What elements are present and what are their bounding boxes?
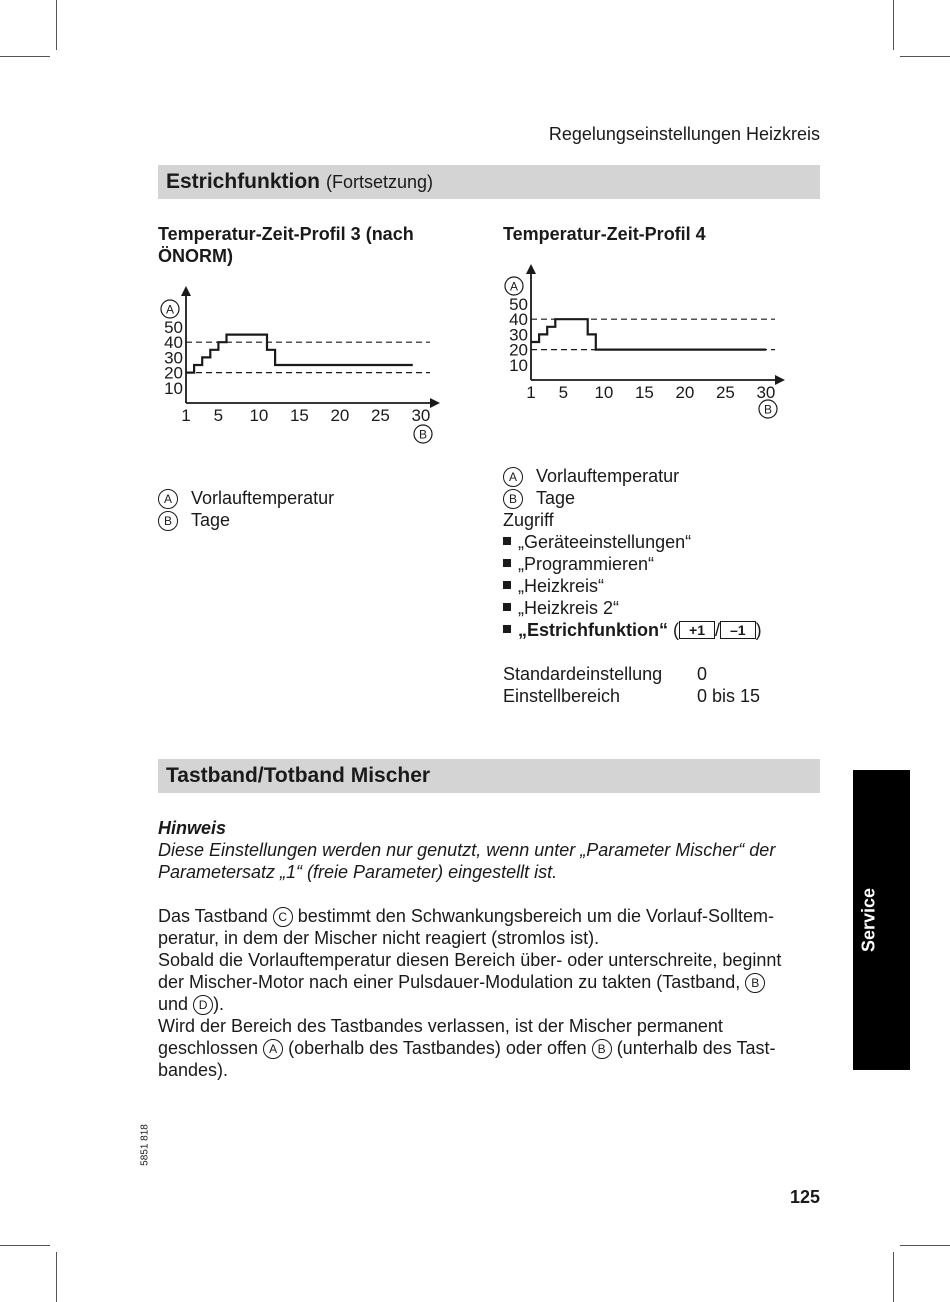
profile3-title-line1: Temperatur-Zeit-Profil 3 (nach (158, 224, 414, 244)
range-label: Einstellbereich (503, 686, 621, 706)
x-axis-arrow (430, 398, 440, 408)
symbol-a: A (503, 467, 523, 487)
paren-open: ( (673, 620, 680, 640)
access-item (503, 597, 619, 619)
y-tick-label: 20 (164, 363, 183, 383)
y-tick-label: 30 (509, 325, 528, 345)
paren-close: ) (755, 620, 762, 640)
crop-mark (893, 1252, 894, 1302)
y-axis-arrow (526, 264, 536, 274)
access-item-label: „Programmieren“ (518, 554, 655, 574)
section-header-tastband (158, 759, 820, 793)
crop-mark (56, 0, 57, 50)
x-tick-label: 1 (181, 406, 191, 425)
chart-profile4 (495, 262, 795, 422)
x-tick-label: 30 (756, 383, 776, 402)
body-line: Wird der Bereich des Tastbandes verlassen, ist der Mischer permanent (158, 1016, 723, 1036)
body-line: peratur, in dem der Mischer nicht reagiert (stromlos ist). (158, 928, 600, 948)
y-tick-label: 10 (509, 355, 528, 375)
body-line: geschlossen A (oberhalb des Tastbandes) oder offen B (unterhalb des Tast- (158, 1038, 776, 1058)
section-subtitle: (Fortsetzung) (326, 171, 434, 192)
y-axis-symbol: A (509, 279, 519, 294)
crop-mark (900, 56, 950, 57)
y-tick-label: 50 (509, 295, 528, 314)
symbol-a: A (263, 1039, 283, 1059)
legend-b-label: Tage (536, 488, 576, 508)
x-tick-label: 25 (370, 406, 390, 425)
legend-b-row (158, 509, 230, 531)
y-tick-label: 40 (509, 310, 528, 330)
body-text (158, 905, 820, 1081)
y-tick-label: 50 (164, 318, 183, 337)
profile4-title: Temperatur-Zeit-Profil 4 (503, 224, 706, 244)
x-tick-label: 30 (411, 406, 431, 425)
key-plus-one: +1 (679, 621, 715, 639)
access-item-label: „Geräteeinstellungen“ (518, 532, 692, 552)
access-item (503, 531, 691, 553)
section-title: Tastband/Totband Mischer (166, 764, 431, 787)
x-tick-label: 20 (330, 406, 350, 425)
x-tick-label: 10 (594, 383, 614, 402)
legend-a-row (503, 465, 679, 487)
profile3-title (158, 223, 414, 267)
x-axis-symbol: B (763, 402, 773, 417)
symbol-b: B (503, 489, 523, 509)
symbol-a: A (158, 489, 178, 509)
legend-a-row (158, 487, 334, 509)
x-tick-label: 5 (213, 406, 224, 425)
crop-mark (900, 1245, 950, 1246)
section-header-estrichfunktion (158, 165, 820, 199)
bullet-icon (503, 559, 511, 567)
symbol-b: B (592, 1039, 612, 1059)
default-setting-value: 0 (697, 664, 708, 684)
key-minus-one: –1 (720, 621, 756, 639)
legend-b-label: Tage (191, 510, 231, 530)
bullet-icon (503, 537, 511, 545)
x-tick-label: 15 (634, 383, 654, 402)
document-code: 5851 818 (139, 1124, 151, 1166)
profile3-title-line2: ÖNORM) (158, 246, 233, 266)
body-line: Sobald die Vorlauftemperatur diesen Bereich über- oder unterschreite, beginnt (158, 950, 782, 970)
body-line: und D ). (158, 994, 225, 1014)
access-item (503, 575, 604, 597)
body-line: Das Tastband C bestimmt den Schwankungsbereich um die Vorlauf-Solltem- (158, 906, 775, 926)
note-line: Diese Einstellungen werden nur genutzt, wenn unter „Parameter Mischer“ der (158, 840, 776, 860)
y-tick-label: 30 (164, 348, 183, 368)
x-axis-symbol: B (418, 427, 428, 442)
symbol-b: B (745, 973, 765, 993)
y-axis-symbol: A (165, 302, 175, 317)
bullet-icon (503, 603, 511, 611)
crop-mark (0, 56, 50, 57)
legend-b-row (503, 487, 575, 509)
note-block (158, 817, 820, 883)
legend-a-label: Vorlauftemperatur (191, 488, 335, 508)
y-tick-label: 10 (164, 378, 183, 398)
y-tick-label: 40 (164, 333, 183, 353)
series-line (531, 319, 766, 349)
chart-profile3 (150, 280, 450, 450)
x-tick-label: 5 (558, 383, 569, 402)
legend-a-label: Vorlauftemperatur (536, 466, 680, 486)
page-number: 125 (789, 1187, 820, 1207)
access-item-label: „Heizkreis 2“ (518, 598, 620, 618)
x-tick-label: 25 (715, 383, 735, 402)
x-tick-label: 10 (249, 406, 269, 425)
y-tick-label: 20 (509, 340, 528, 360)
bullet-icon (503, 625, 511, 633)
range-value: 0 bis 15 (697, 686, 761, 706)
x-tick-label: 20 (675, 383, 695, 402)
x-tick-label: 15 (289, 406, 309, 425)
crop-mark (0, 1245, 50, 1246)
x-tick-label: 1 (526, 383, 536, 402)
body-line: bandes). (158, 1060, 229, 1080)
running-head: Regelungseinstellungen Heizkreis (548, 124, 820, 144)
access-item (503, 619, 762, 641)
service-tab-label: Service (858, 887, 879, 953)
key-separator: / (715, 620, 721, 640)
default-setting-label: Standardeinstellung (503, 664, 663, 684)
body-line: der Mischer-Motor nach einer Pulsdauer-Modulation zu takten (Tastband, B (158, 971, 820, 993)
symbol-d: D (193, 995, 213, 1015)
crop-mark (893, 0, 894, 50)
crop-mark (56, 1252, 57, 1302)
symbol-b: B (158, 511, 178, 531)
series-line (186, 335, 413, 373)
x-axis-arrow (775, 375, 785, 385)
note-line: Parametersatz „1“ (freie Parameter) eingestellt ist. (158, 862, 558, 882)
bullet-icon (503, 581, 511, 589)
access-item-label: „Heizkreis“ (518, 576, 605, 596)
section-title: Estrichfunktion (166, 170, 321, 193)
symbol-c: C (273, 907, 293, 927)
y-axis-arrow (181, 286, 191, 296)
access-item-label: „Estrichfunktion“ (518, 620, 669, 640)
access-heading: Zugriff (503, 510, 554, 530)
access-item (503, 553, 654, 575)
note-heading: Hinweis (158, 818, 227, 838)
